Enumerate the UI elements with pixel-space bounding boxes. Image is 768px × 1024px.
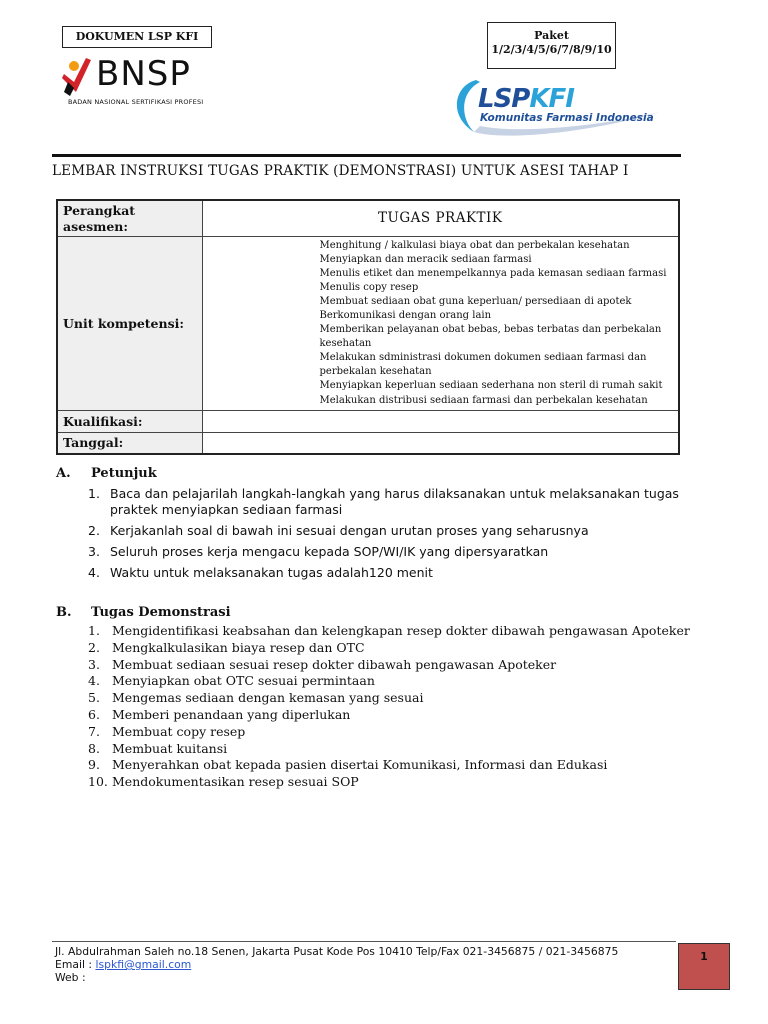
petunjuk-item bbox=[88, 544, 696, 560]
petunjuk-item-text: Waktu untuk melaksanakan tugas adalah120 menit bbox=[110, 565, 433, 580]
tugas-item bbox=[88, 673, 696, 690]
unit-kompetensi-list bbox=[203, 237, 679, 410]
petunjuk-item bbox=[88, 486, 696, 518]
bnsp-logo-text: BNSP bbox=[96, 54, 191, 94]
tugas-item bbox=[88, 690, 696, 707]
tugas-item-text: Membuat sediaan sesuai resep dokter dibawah pengawasan Apoteker bbox=[112, 656, 557, 672]
tugas-item-text: Membuat kuitansi bbox=[112, 740, 228, 756]
unit-kompetensi-item: Menulis etiket dan menempelkannya pada kemasan sediaan farmasi bbox=[319, 267, 667, 279]
unit-kompetensi-item: Menyiapkan dan meracik sediaan farmasi bbox=[319, 253, 532, 265]
lsp-logo-subtitle: Komunitas Farmasi Indonesia bbox=[480, 112, 654, 124]
tanggal-value bbox=[202, 432, 679, 454]
tugas-item-text: Mengidentifikasi keabsahan dan kelengkapan resep dokter dibawah pengawasan Apoteker bbox=[112, 623, 690, 638]
unit-kompetensi-item: Berkomunikasi dengan orang lain bbox=[319, 309, 492, 321]
bnsp-logo bbox=[60, 52, 230, 114]
footer-email-line bbox=[55, 958, 675, 971]
tugas-item-text: Mengkalkulasikan biaya resep dan OTC bbox=[112, 639, 365, 655]
kualifikasi-value bbox=[202, 410, 679, 432]
footer-divider bbox=[52, 941, 676, 942]
petunjuk-item bbox=[88, 565, 696, 581]
paket-box bbox=[487, 22, 616, 69]
footer bbox=[55, 945, 675, 985]
table-row-unit bbox=[57, 236, 679, 410]
header-divider bbox=[52, 154, 681, 157]
petunjuk-item-number: 1. bbox=[88, 486, 100, 501]
tugas-item bbox=[88, 724, 696, 741]
document-label: DOKUMEN LSP KFI bbox=[62, 26, 212, 48]
unit-kompetensi-item: Menyiapkan keperluan sediaan sederhana non steril di rumah sakit bbox=[319, 380, 663, 392]
lsp-kfi-logo bbox=[450, 72, 668, 138]
tugas-item bbox=[88, 774, 696, 791]
tugas-item bbox=[88, 707, 696, 724]
lsp-logo-lsp: LSP bbox=[478, 84, 530, 114]
tugas-item-text: Mengemas sediaan dengan kemasan yang sesuai bbox=[112, 690, 424, 706]
lsp-logo-text bbox=[478, 84, 574, 114]
unit-kompetensi-item: Memberikan pelayanan obat bebas, bebas terbatas dan perbekalan kesehatan bbox=[319, 324, 662, 350]
unit-kompetensi-cell bbox=[202, 236, 679, 410]
petunjuk-item-text: Seluruh proses kerja mengacu kepada SOP/WI/IK yang dipersyaratkan bbox=[110, 544, 549, 559]
kualifikasi-label: Kualifikasi: bbox=[57, 410, 202, 432]
tugas-item bbox=[88, 657, 696, 674]
section-tugas-demonstrasi bbox=[56, 605, 696, 791]
perangkat-label: Perangkat asesmen: bbox=[57, 200, 202, 236]
petunjuk-item-text: Baca dan pelajarilah langkah-langkah yang harus dilaksanakan untuk melaksanakan tugas praktek menyiapkan sediaan farmasi bbox=[110, 486, 679, 517]
tanggal-label: Tanggal: bbox=[57, 432, 202, 454]
tugas-item-number: 4. bbox=[88, 673, 100, 689]
footer-web-label: Web : bbox=[55, 971, 86, 985]
table-row-perangkat bbox=[57, 200, 679, 236]
tugas-item-number: 8. bbox=[88, 740, 100, 756]
document-title: LEMBAR INSTRUKSI TUGAS PRAKTIK (DEMONSTRASI) UNTUK ASESI TAHAP I bbox=[52, 163, 629, 179]
section-a-title: Petunjuk bbox=[91, 466, 157, 481]
petunjuk-item bbox=[88, 523, 696, 539]
footer-email-link[interactable]: lspkfi@gmail.com bbox=[95, 958, 192, 972]
unit-kompetensi-item: Membuat sediaan obat guna keperluan/ persediaan di apotek bbox=[319, 295, 632, 307]
petunjuk-list bbox=[88, 486, 696, 581]
bnsp-emblem-icon bbox=[60, 52, 100, 102]
unit-kompetensi-item: Menghitung / kalkulasi biaya obat dan perbekalan kesehatan bbox=[319, 239, 630, 251]
tugas-demonstrasi-list bbox=[88, 623, 696, 791]
bnsp-logo-subtitle: BADAN NASIONAL SERTIFIKASI PROFESI bbox=[68, 98, 204, 106]
tugas-item-number: 6. bbox=[88, 706, 100, 722]
section-a-letter: A. bbox=[56, 466, 71, 481]
petunjuk-item-text: Kerjakanlah soal di bawah ini sesuai dengan urutan proses yang seharusnya bbox=[110, 523, 589, 538]
tugas-item-text: Menyiapkan obat OTC sesuai permintaan bbox=[112, 673, 375, 689]
petunjuk-item-number: 4. bbox=[88, 565, 100, 580]
tugas-item-text: Menyerahkan obat kepada pasien disertai Komunikasi, Informasi dan Edukasi bbox=[112, 757, 608, 773]
unit-kompetensi-item: Melakukan sdministrasi dokumen dokumen sediaan farmasi dan perbekalan kesehatan bbox=[319, 352, 647, 378]
assessment-table bbox=[56, 199, 680, 455]
tugas-item bbox=[88, 640, 696, 657]
tugas-item-number: 1. bbox=[88, 623, 100, 638]
tugas-praktik-header: TUGAS PRAKTIK bbox=[202, 200, 679, 236]
tugas-item bbox=[88, 623, 696, 640]
footer-address: Jl. Abdulrahman Saleh no.18 Senen, Jakarta Pusat Kode Pos 10410 Telp/Fax 021-3456875 / 021-3456875 bbox=[55, 945, 619, 958]
tugas-item bbox=[88, 741, 696, 758]
petunjuk-item-number: 3. bbox=[88, 544, 100, 559]
table-row-kualifikasi bbox=[57, 410, 679, 432]
tugas-item-number: 10. bbox=[88, 774, 108, 790]
section-b-letter: B. bbox=[56, 605, 72, 620]
tugas-item-text: Mendokumentasikan resep sesuai SOP bbox=[112, 774, 359, 790]
tugas-item-text: Membuat copy resep bbox=[112, 723, 246, 739]
unit-kompetensi-item: Menulis copy resep bbox=[319, 281, 419, 293]
unit-kompetensi-label: Unit kompetensi: bbox=[57, 236, 202, 410]
footer-email-label: Email : bbox=[55, 958, 96, 972]
unit-kompetensi-item: Melakukan distribusi sediaan farmasi dan perbekalan kesehatan bbox=[319, 394, 648, 406]
page-number-box bbox=[678, 943, 730, 990]
petunjuk-item-number: 2. bbox=[88, 523, 100, 538]
paket-value: 1/2/3/4/5/6/7/8/9/10 bbox=[491, 43, 612, 56]
tugas-item-number: 7. bbox=[88, 723, 100, 739]
section-a-heading bbox=[56, 466, 696, 486]
table-row-tanggal bbox=[57, 432, 679, 454]
section-b-title: Tugas Demonstrasi bbox=[91, 605, 231, 620]
tugas-item-number: 9. bbox=[88, 757, 100, 773]
tugas-item-number: 5. bbox=[88, 690, 100, 706]
lsp-logo-kfi: KFI bbox=[529, 84, 574, 114]
tugas-item bbox=[88, 757, 696, 774]
paket-label: Paket bbox=[534, 29, 569, 42]
tugas-item-text: Memberi penandaan yang diperlukan bbox=[112, 706, 351, 722]
tugas-item-number: 3. bbox=[88, 656, 100, 672]
tugas-item-number: 2. bbox=[88, 639, 100, 655]
section-petunjuk bbox=[56, 466, 696, 586]
page-number: 1 bbox=[700, 950, 708, 963]
section-b-heading bbox=[56, 605, 696, 623]
